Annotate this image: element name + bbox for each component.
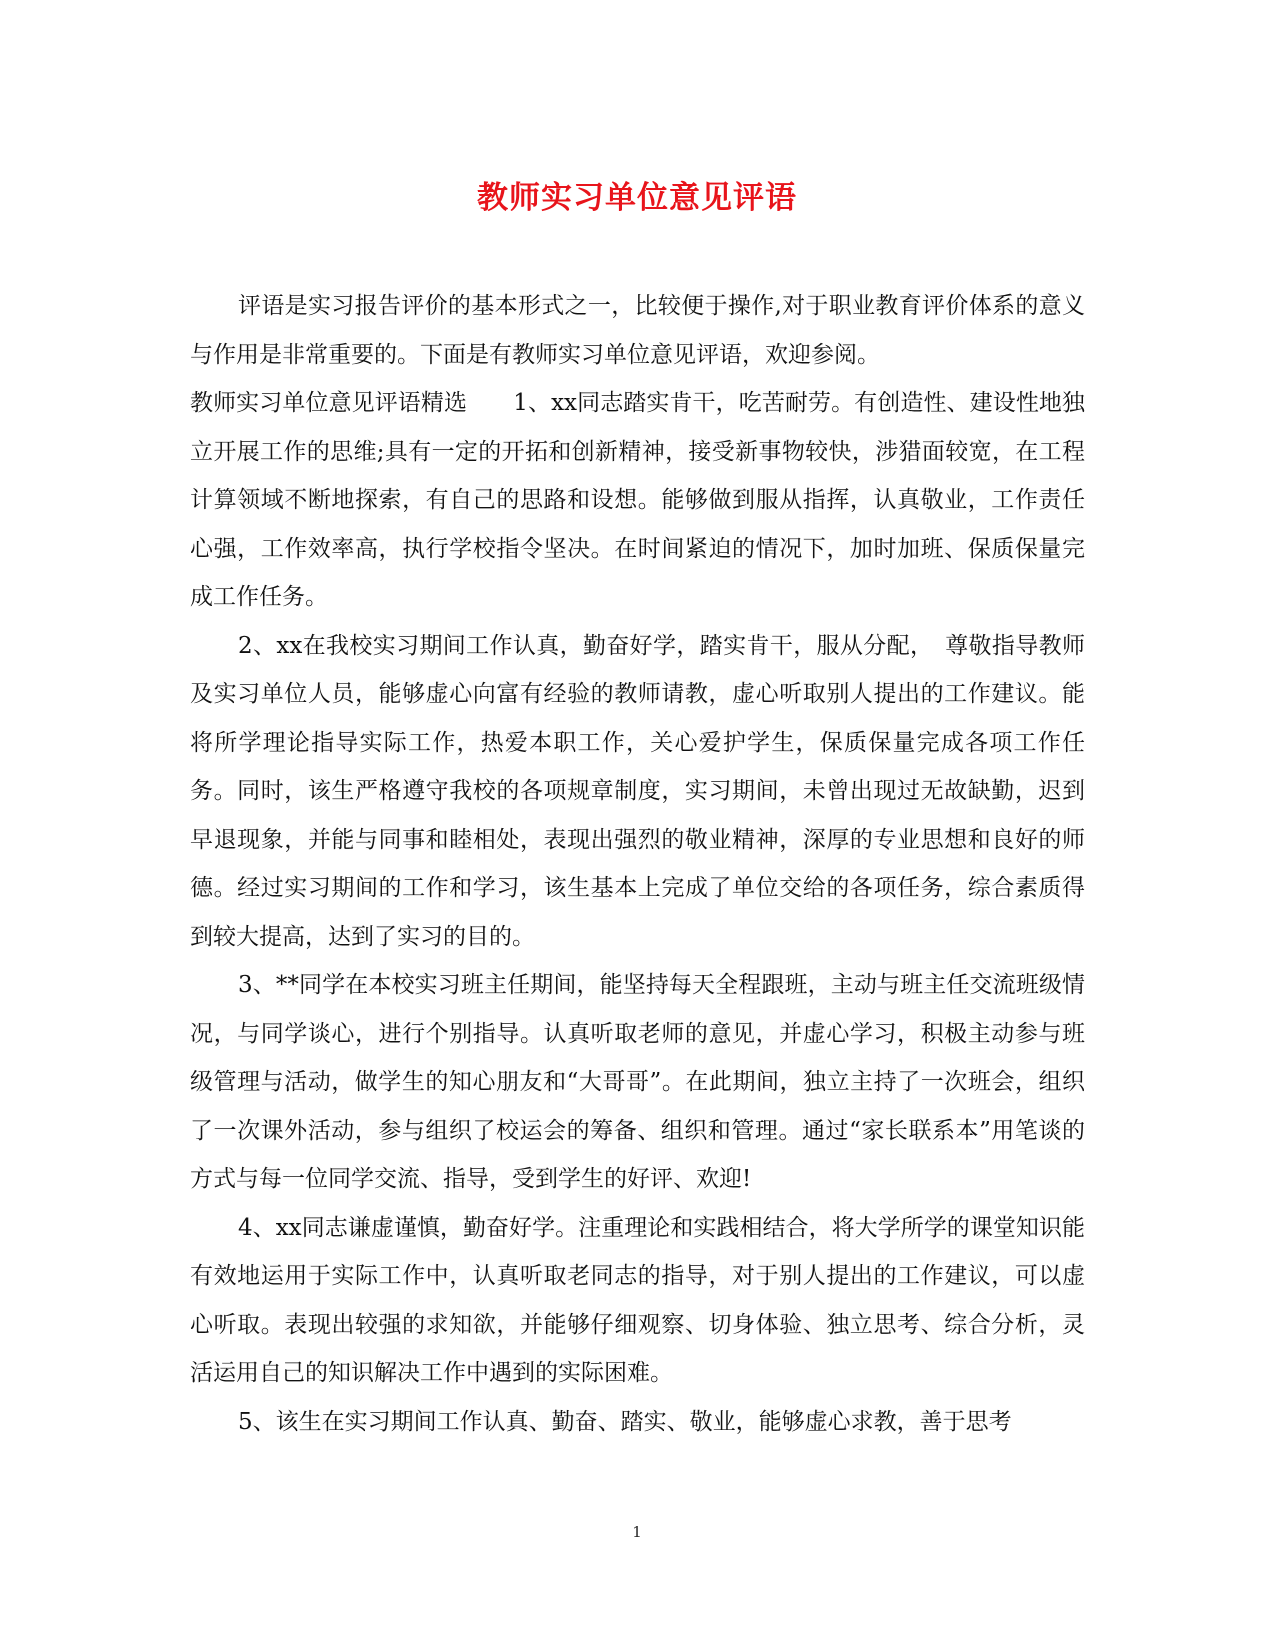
intro-paragraph: 评语是实习报告评价的基本形式之一，比较便于操作,对于职业教育评价体系的意义与作用是非常重要的。下面是有教师实习单位意见评语，欢迎参阅。 — [190, 293, 1085, 368]
paragraph-5: 5、该生在实习期间工作认真、勤奋、踏实、敬业，能够虚心求教，善于思考 — [238, 1408, 1012, 1435]
paragraph-3: 3、**同学在本校实习班主任期间，能坚持每天全程跟班，主动与班主任交流班级情况，与同学谈心，进行个别指导。认真听取老师的意见，并虚心学习，积极主动参与班级管理与活动，做学生的知心朋友和“大哥哥”。在此期间，独立主持了一次班会，组织了一次课外活动，参与组织了校运会的筹备、组织和管理。通过“家长联系本”用笔谈的方式与每一位同学交流、指导，受到学生的好评、欢迎! — [190, 972, 1085, 1192]
document-title: 教师实习单位意见评语 — [477, 180, 797, 216]
paragraph-1: 教师实习单位意见评语精选 1、xx同志踏实肯干，吃苦耐劳。有创造性、建设性地独立开展工作的思维;具有一定的开拓和创新精神，接受新事物较快，涉猎面较宽，在工程计算领域不断地探索，有自己的思路和设想。能够做到服从指挥，认真敬业，工作责任心强，工作效率高，执行学校指令坚决。在时间紧迫的情况下，加时加班、保质保量完成工作任务。 — [190, 390, 1085, 610]
paragraph-2: 2、xx在我校实习期间工作认真，勤奋好学，踏实肯干，服从分配， 尊敬指导教师及实习单位人员，能够虚心向富有经验的教师请教，虚心听取别人提出的工作建议。能将所学理论指导实际工作，热爱本职工作，关心爱护学生，保质保量完成各项工作任务。同时，该生严格遵守我校的各项规章制度，实习期间，未曾出现过无故缺勤，迟到早退现象，并能与同事和睦相处，表现出强烈的敬业精神，深厚的专业思想和良好的师德。经过实习期间的工作和学习，该生基本上完成了单位交给的各项任务，综合素质得到较大提高，达到了实习的目的。 — [190, 632, 1085, 950]
document-body — [190, 282, 1085, 1446]
paragraph-4: 4、xx同志谦虚谨慎，勤奋好学。注重理论和实践相结合，将大学所学的课堂知识能有效地运用于实际工作中，认真听取老同志的指导，对于别人提出的工作建议，可以虚心听取。表现出较强的求知欲，并能够仔细观察、切身体验、独立思考、综合分析，灵活运用自己的知识解决工作中遇到的实际困难。 — [190, 1214, 1085, 1386]
page-number: 1 — [632, 1523, 642, 1541]
